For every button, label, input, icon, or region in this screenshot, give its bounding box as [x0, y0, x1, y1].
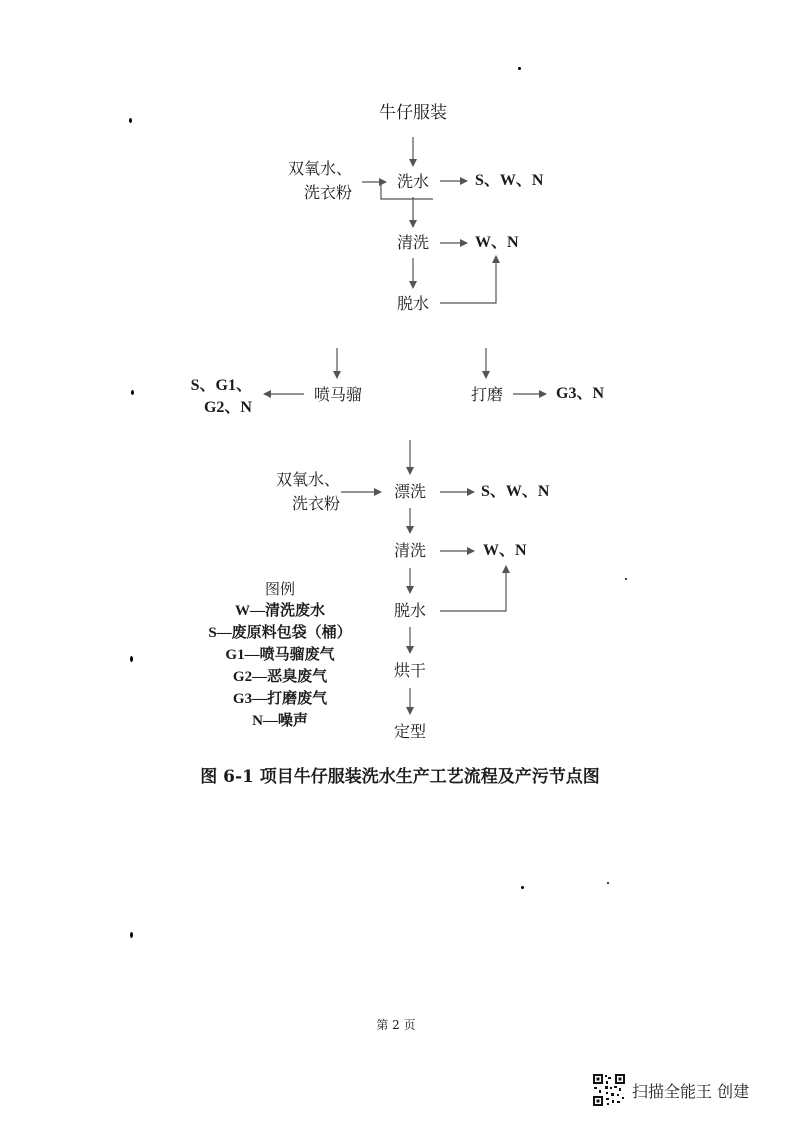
node-bleach: 漂洗 [393, 482, 426, 501]
node-spray: 喷马骝 [313, 385, 362, 404]
legend-title: 图例 [264, 580, 295, 598]
page-number: 第 2 页 [376, 1018, 416, 1032]
legend [200, 578, 360, 732]
node-dewater-1: 脱水 [396, 294, 429, 313]
legend-item: G3—打磨废气 [232, 691, 328, 707]
bleach-output: S、W、N [481, 483, 550, 500]
node-start: 牛仔服装 [379, 103, 447, 123]
scan-speck [130, 656, 133, 662]
rinse-2-output: W、N [483, 542, 527, 559]
node-rinse-2: 清洗 [393, 541, 426, 560]
scan-speck [625, 578, 627, 580]
spray-output-1: S、G1、 [190, 377, 252, 394]
node-grind: 打磨 [470, 385, 503, 404]
scan-speck [607, 882, 609, 884]
scan-speck [130, 932, 133, 938]
node-shape: 定型 [393, 722, 426, 741]
wash-output: S、W、N [475, 172, 544, 189]
scan-speck [521, 886, 524, 889]
spray-output-2: G2、N [203, 399, 252, 416]
bleach-input-2: 洗衣粉 [291, 494, 340, 513]
bleach-input-1: 双氧水、 [275, 470, 340, 489]
qr-code-icon [592, 1073, 626, 1107]
wash-input-1: 双氧水、 [287, 159, 352, 178]
scan-speck [129, 118, 132, 123]
node-wash: 洗水 [396, 172, 429, 191]
rinse-1-output: W、N [475, 234, 519, 251]
node-dewater-2: 脱水 [393, 601, 426, 620]
legend-item: N—噪声 [252, 713, 308, 729]
scan-speck [518, 67, 521, 70]
grind-output: G3、N [556, 385, 605, 402]
figure-caption: 图 6-1 项目牛仔服装洗水生产工艺流程及产污节点图 [200, 767, 600, 787]
node-dry: 烘干 [393, 661, 426, 680]
legend-item: G2—恶臭废气 [232, 669, 328, 685]
watermark-text: 扫描全能王 创建 [632, 1081, 750, 1101]
legend-item: G1—喷马骝废气 [225, 647, 335, 663]
wash-input-2: 洗衣粉 [303, 183, 352, 202]
node-rinse-1: 清洗 [396, 233, 429, 252]
scanner-watermark [592, 1070, 749, 1110]
legend-item: S—废原料包袋（桶） [208, 625, 352, 641]
legend-item: W—清洗废水 [234, 603, 325, 619]
scan-speck [131, 390, 134, 395]
